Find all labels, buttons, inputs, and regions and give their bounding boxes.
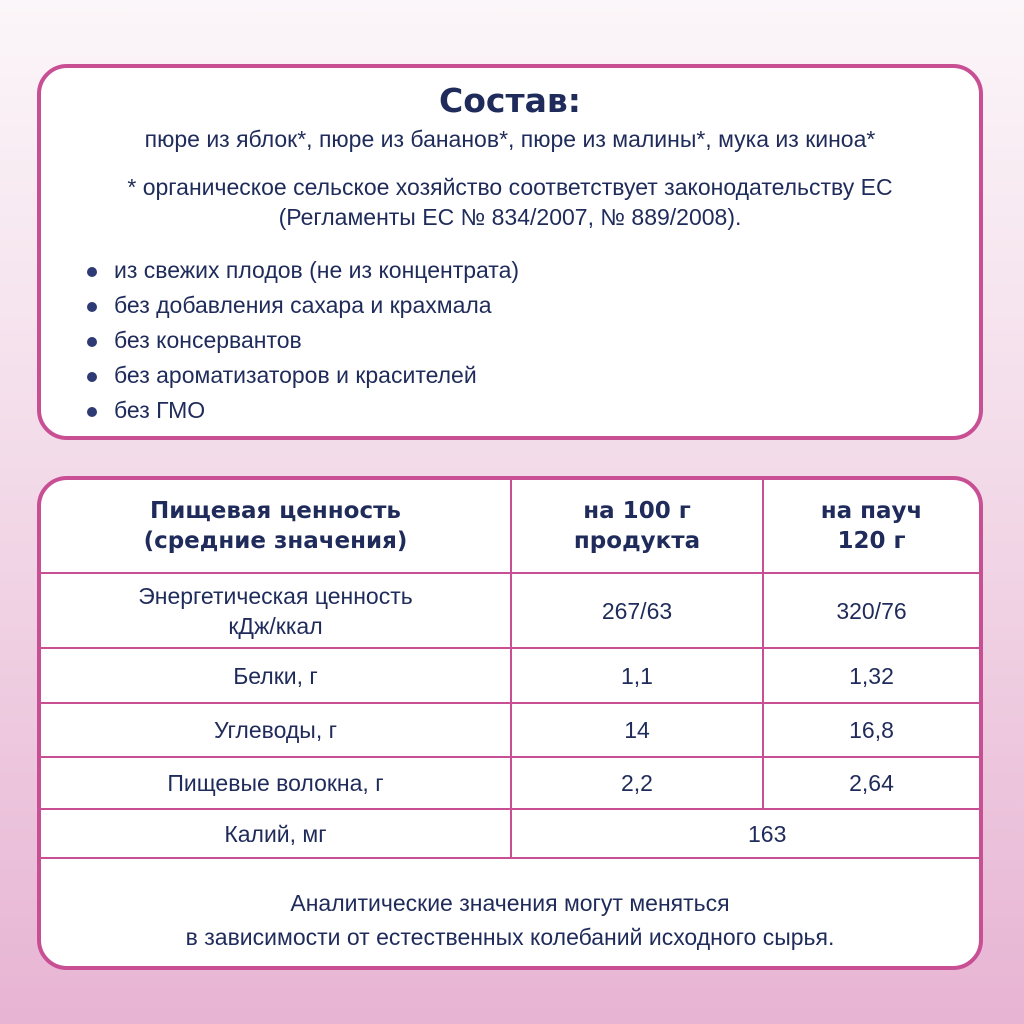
table-divider	[41, 857, 979, 859]
bullet-icon	[87, 337, 97, 347]
analytic-note-line2: в зависимости от естественных колебаний исходного сырья.	[185, 924, 835, 950]
value-protein-perpack: 1,32	[849, 662, 894, 689]
list-item-label: без ароматизаторов и красителей	[114, 362, 477, 388]
header-per-pack: на пауч 120 г	[820, 498, 923, 554]
row-name-energy: Энергетическая ценность кДж/ккал	[138, 582, 413, 639]
list-item-label: без ГМО	[114, 397, 206, 423]
header-nutrition-value: Пищевая ценность (средние значения)	[143, 498, 408, 554]
list-item	[87, 290, 519, 325]
value-carbs-per100: 14	[624, 717, 650, 743]
analytic-note	[41, 886, 979, 954]
value-energy-perpack: 320/76	[836, 597, 907, 624]
composition-card	[37, 64, 983, 440]
row-name-fiber: Пищевые волокна, г	[167, 770, 384, 796]
list-item	[87, 360, 519, 395]
bullet-icon	[87, 302, 97, 312]
list-item	[87, 325, 519, 360]
value-energy-per100: 267/63	[601, 597, 673, 624]
row-name-potassium: Калий, мг	[224, 820, 327, 847]
list-item	[87, 395, 519, 430]
value-carbs-perpack: 16,8	[849, 717, 894, 743]
list-item-label: без добавления сахара и крахмала	[114, 292, 492, 318]
organic-note-line1: * органическое сельское хозяйство соответствует законодательству ЕС	[127, 174, 893, 200]
row-name-carbs: Углеводы, г	[213, 717, 338, 743]
bullet-icon	[87, 267, 97, 277]
organic-note-line2: (Регламенты ЕС № 834/2007, № 889/2008).	[278, 204, 742, 230]
organic-note	[41, 172, 979, 232]
analytic-note-line1: Аналитические значения могут меняться	[290, 890, 730, 916]
bullet-icon	[87, 407, 97, 417]
list-item-label: из свежих плодов (не из концентрата)	[114, 257, 520, 283]
feature-list	[87, 255, 519, 430]
list-item	[87, 255, 519, 290]
list-item-label: без консервантов	[114, 327, 302, 353]
ingredients-text: пюре из яблок*, пюре из бананов*, пюре из малины*, мука из киноа*	[144, 126, 876, 152]
nutrition-card	[37, 476, 983, 970]
row-name-protein: Белки, г	[233, 662, 318, 689]
value-fiber-perpack: 2,64	[849, 770, 894, 796]
bullet-icon	[87, 372, 97, 382]
value-protein-per100: 1,1	[621, 662, 653, 689]
value-potassium: 163	[748, 820, 787, 847]
header-per-100g: на 100 г продукта	[573, 498, 701, 554]
value-fiber-per100: 2,2	[621, 770, 653, 796]
composition-title: Состав:	[439, 81, 581, 120]
